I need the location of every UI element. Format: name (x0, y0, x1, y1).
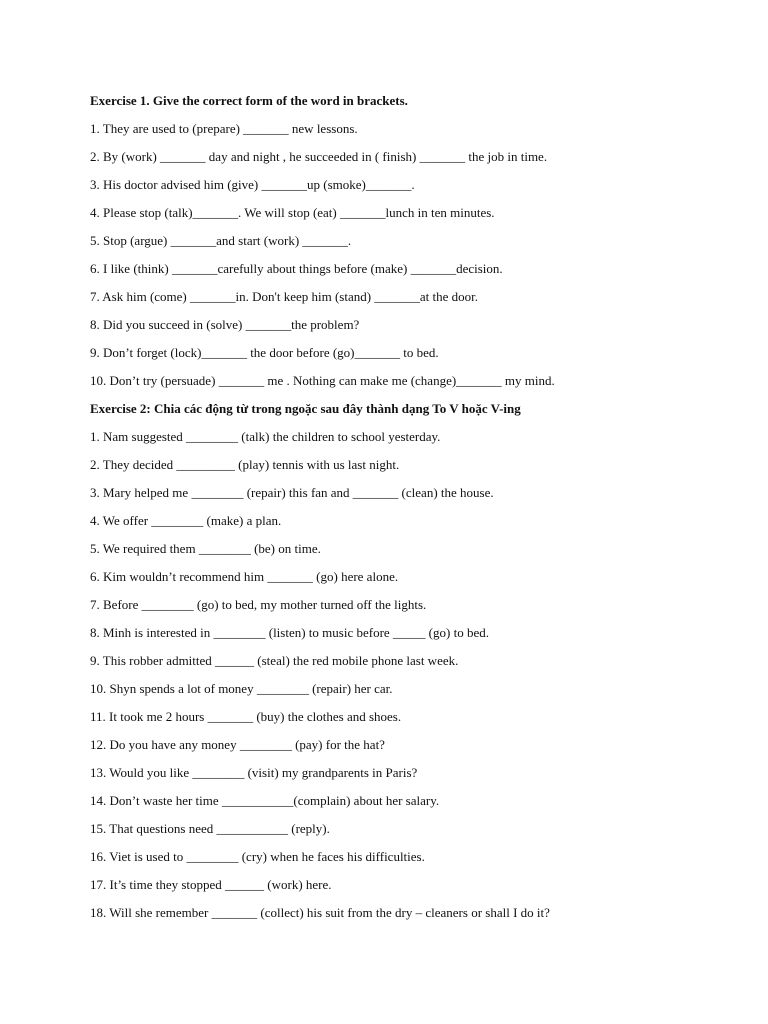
exercise-1-item: 9. Don’t forget (lock)_______ the door before (go)_______ to bed. (90, 345, 439, 360)
exercise-2-item: 13. Would you like ________ (visit) my grandparents in Paris? (90, 765, 418, 780)
exercise-2-item: 3. Mary helped me ________ (repair) this fan and _______ (clean) the house. (90, 485, 494, 500)
exercise-2-item: 6. Kim wouldn’t recommend him _______ (go) here alone. (90, 569, 399, 584)
exercise-2-item: 12. Do you have any money ________ (pay) for the hat? (90, 737, 385, 752)
exercise-2-item: 11. It took me 2 hours _______ (buy) the clothes and shoes. (90, 709, 402, 724)
exercise-2-item: 9. This robber admitted ______ (steal) the red mobile phone last week. (90, 653, 459, 668)
exercise-2-item: 1. Nam suggested ________ (talk) the children to school yesterday. (90, 429, 441, 444)
exercise-2-list (90, 428, 710, 932)
exercise-1-item: 8. Did you succeed in (solve) _______the problem? (90, 317, 360, 332)
exercise-2-item: 16. Viet is used to ________ (cry) when he faces his difficulties. (90, 849, 425, 864)
exercise-1-item: 10. Don’t try (persuade) _______ me . Nothing can make me (change)_______ my mind. (90, 373, 555, 388)
exercise-1-item: 4. Please stop (talk)_______. We will stop (eat) _______lunch in ten minutes. (90, 205, 495, 220)
exercise-1-item: 1. They are used to (prepare) _______ new lessons. (90, 121, 358, 136)
worksheet (90, 92, 710, 932)
exercise-2-item: 18. Will she remember _______ (collect) his suit from the dry – cleaners or shall I do it? (90, 905, 550, 920)
exercise-2-item: 8. Minh is interested in ________ (listen) to music before _____ (go) to bed. (90, 625, 489, 640)
exercise-2-item: 10. Shyn spends a lot of money ________ (repair) her car. (90, 681, 393, 696)
exercise-1-item: 6. I like (think) _______carefully about things before (make) _______decision. (90, 261, 503, 276)
exercise-2-item: 5. We required them ________ (be) on time. (90, 541, 321, 556)
exercise-1-item: 3. His doctor advised him (give) _______up (smoke)_______. (90, 177, 415, 192)
exercise-2-item: 7. Before ________ (go) to bed, my mother turned off the lights. (90, 597, 427, 612)
exercise-1-item: 2. By (work) _______ day and night , he succeeded in ( finish) _______ the job in time. (90, 149, 548, 164)
exercise-2-item: 2. They decided _________ (play) tennis with us last night. (90, 457, 400, 472)
exercise-2-title: Exercise 2: Chia các động từ trong ngoặc sau đây thành dạng To V hoặc V-ing (90, 401, 521, 416)
exercise-1-list (90, 120, 710, 400)
exercise-2-item: 14. Don’t waste her time ___________(complain) about her salary. (90, 793, 440, 808)
exercise-2-item: 15. That questions need ___________ (reply). (90, 821, 330, 836)
exercise-1-title: Exercise 1. Give the correct form of the word in brackets. (90, 93, 408, 108)
exercise-2-item: 4. We offer ________ (make) a plan. (90, 513, 282, 528)
exercise-1-item: 7. Ask him (come) _______in. Don't keep him (stand) _______at the door. (90, 289, 478, 304)
exercise-1-item: 5. Stop (argue) _______and start (work) _______. (90, 233, 352, 248)
exercise-2-item: 17. It’s time they stopped ______ (work) here. (90, 877, 332, 892)
